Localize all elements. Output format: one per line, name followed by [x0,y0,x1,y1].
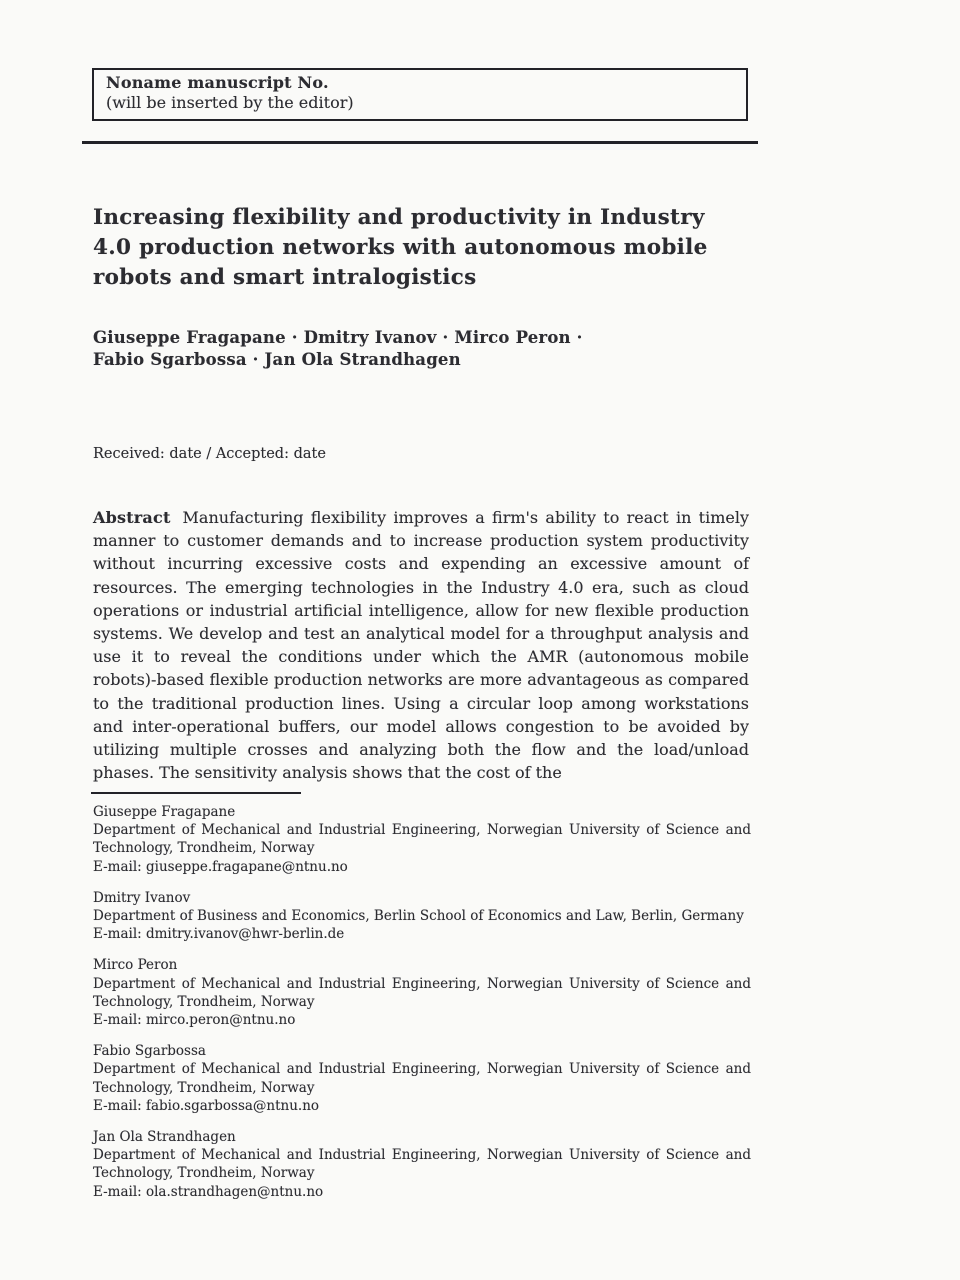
footnote-author-name: Giuseppe Fragapane [93,804,236,820]
footnote-block [93,803,751,876]
abstract-section [93,506,749,784]
footnote-email: E-mail: ola.strandhagen@ntnu.no [93,1183,324,1200]
footnote-block [93,889,751,944]
footnote-author-name: Dmitry Ivanov [93,889,191,906]
title-line-1: Increasing flexibility and productivity in Industry [93,205,705,230]
footnote-rule [91,792,301,794]
title-line-2: 4.0 production networks with autonomous mobile [93,235,708,260]
footnote-affiliation: Department of Mechanical and Industrial Engineering, Norwegian University of Science and Technology, Trondheim, Norway [93,975,751,1010]
abstract-text: Manufacturing flexibility improves a firm's ability to react in timely manner to customer demands and to increase production system productivity without incurring excessive costs and expending an excessive amount of resources. The emerging technologies in the Industry 4.0 era, such as cloud operations or industrial artificial intelligence, allow for new flexible production systems. We develop and test an analytical model for a throughput analysis and use it to reveal the conditions under which the AMR (autonomous mobile robots)-based flexible production networks are more advantageous as compared to the traditional production lines. Using a circular loop among workstations and inter-operational buffers, our model allows congestion to be avoided by utilizing multiple crosses and analyzing both the flow and the load/unload phases. The sensitivity analysis shows that the cost of the [93,508,749,783]
footnote-email: E-mail: fabio.sgarbossa@ntnu.no [93,1097,320,1114]
manuscript-no-line: Noname manuscript No. [106,73,329,92]
author-line-1: Giuseppe Fragapane · Dmitry Ivanov · Mirco Peron · [93,328,583,347]
footnote-block [93,1128,751,1201]
footnote-author-name: Mirco Peron [93,957,178,974]
footnote-affiliation: Department of Business and Economics, Berlin School of Economics and Law, Berlin, Germany [93,908,744,925]
title-line-3: robots and smart intralogistics [93,265,477,290]
footnote-block [93,1042,751,1115]
received-accepted-line: Received: date / Accepted: date [93,446,326,462]
footnote-affiliation: Department of Mechanical and Industrial Engineering, Norwegian University of Science and Technology, Trondheim, Norway [93,1147,751,1182]
author-list [93,327,753,371]
footnote-author-name: Jan Ola Strandhagen [93,1129,236,1146]
footnote-email: E-mail: giuseppe.fragapane@ntnu.no [93,858,348,875]
author-line-2: Fabio Sgarbossa · Jan Ola Strandhagen [93,350,461,369]
header-rule [82,141,758,144]
footnote-block [93,956,751,1029]
footnote-affiliation: Department of Mechanical and Industrial Engineering, Norwegian University of Science and Technology, Trondheim, Norway [93,822,751,857]
footnote-affiliation: Department of Mechanical and Industrial Engineering, Norwegian University of Science and Technology, Trondheim, Norway [93,1061,751,1096]
editor-note-line: (will be inserted by the editor) [106,93,354,112]
paper-title [93,203,763,293]
manuscript-no-box [92,68,748,121]
footnote-email: E-mail: dmitry.ivanov@hwr-berlin.de [93,926,345,943]
footnote-author-name: Fabio Sgarbossa [93,1043,206,1060]
abstract-label: Abstract [93,508,171,527]
footnote-email: E-mail: mirco.peron@ntnu.no [93,1012,296,1029]
footnotes-section [93,803,751,1214]
